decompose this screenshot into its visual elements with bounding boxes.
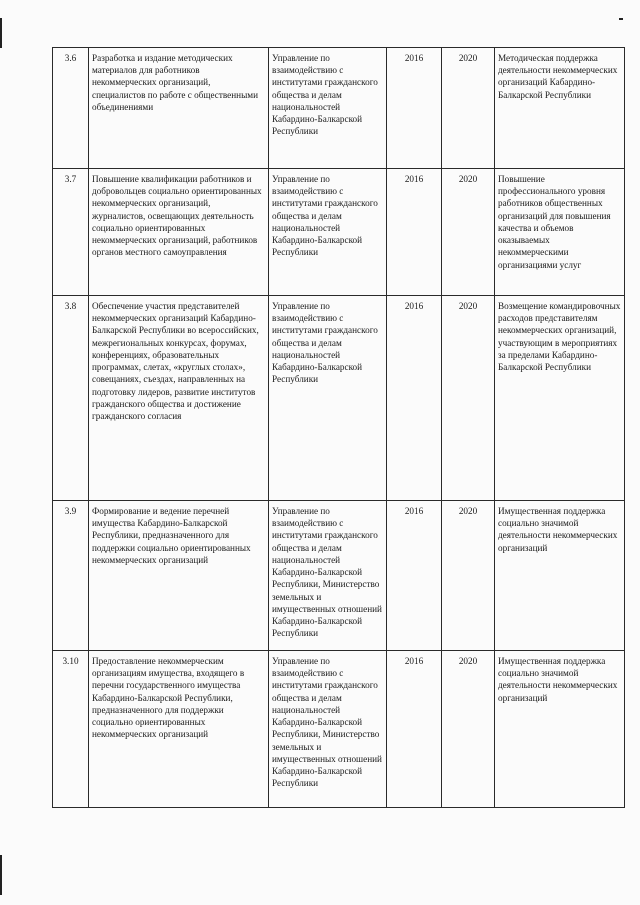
- row-number: 3.6: [53, 48, 89, 169]
- scan-edge-mark-top: [0, 18, 2, 48]
- start-year-cell: 2016: [387, 651, 442, 808]
- row-number: 3.8: [53, 296, 89, 501]
- table-row: [53, 48, 625, 169]
- result-cell: Имущественная поддержка социально значимой деятельности некоммерческих организаций: [495, 501, 625, 651]
- result-cell: Имущественная поддержка социально значимой деятельности некоммерческих организаций: [495, 651, 625, 808]
- activity-cell: Формирование и ведение перечней имущества Кабардино-Балкарской Республики, предназначенного для поддержки социально ориентированных некоммерческих организаций: [89, 501, 269, 651]
- table-row: [53, 296, 625, 501]
- end-year-cell: 2020: [442, 501, 495, 651]
- program-activities-table: [52, 47, 625, 808]
- row-number: 3.7: [53, 169, 89, 296]
- result-cell: Возмещение командировочных расходов представителям некоммерческих организаций, участвующим в мероприятиях за пределами Кабардино-Балкарской Республики: [495, 296, 625, 501]
- start-year-cell: 2016: [387, 48, 442, 169]
- end-year-cell: 2020: [442, 651, 495, 808]
- start-year-cell: 2016: [387, 501, 442, 651]
- activity-cell: Обеспечение участия представителей некоммерческих организаций Кабардино-Балкарской Республики во всероссийских, межрегиональных конкурсах, форумах, конференциях, образовательных программах, слетах, «круглых столах», совещаниях, съездах, направленных на подготовку лидеров, развитие институтов гражданского общества и достижение гражданского согласия: [89, 296, 269, 501]
- executor-cell: Управление по взаимодействию с институтами гражданского общества и делам национальностей Кабардино-Балкарской Республики, Министерство земельных и имущественных отношений Кабардино-Балкарской Республики: [269, 501, 387, 651]
- row-number: 3.9: [53, 501, 89, 651]
- activity-cell: Повышение квалификации работников и добровольцев социально ориентированных некоммерческих организаций, журналистов, освещающих деятельность социально ориентированных некоммерческих организаций, работников органов местного самоуправления: [89, 169, 269, 296]
- table-row: [53, 501, 625, 651]
- scan-edge-mark-bottom: [0, 855, 2, 895]
- end-year-cell: 2020: [442, 48, 495, 169]
- executor-cell: Управление по взаимодействию с институтами гражданского общества и делам национальностей Кабардино-Балкарской Республики, Министерство земельных и имущественных отношений Кабардино-Балкарской Республики: [269, 651, 387, 808]
- end-year-cell: 2020: [442, 169, 495, 296]
- table-row: [53, 651, 625, 808]
- start-year-cell: 2016: [387, 296, 442, 501]
- result-cell: Повышение профессионального уровня работников общественных организаций для повышения качества и объемов оказываемых некоммерческими организациями услуг: [495, 169, 625, 296]
- activity-cell: Предоставление некоммерческим организациям имущества, входящего в перечни государственного имущества Кабардино-Балкарской Республики, предназначенного для поддержки социально ориентированных некоммерческих организаций: [89, 651, 269, 808]
- executor-cell: Управление по взаимодействию с институтами гражданского общества и делам национальностей Кабардино-Балкарской Республики: [269, 48, 387, 169]
- table-row: [53, 169, 625, 296]
- start-year-cell: 2016: [387, 169, 442, 296]
- activity-cell: Разработка и издание методических материалов для работников некоммерческих организаций, специалистов по работе с общественными объединениями: [89, 48, 269, 169]
- row-number: 3.10: [53, 651, 89, 808]
- executor-cell: Управление по взаимодействию с институтами гражданского общества и делам национальностей Кабардино-Балкарской Республики: [269, 169, 387, 296]
- executor-cell: Управление по взаимодействию с институтами гражданского общества и делам национальностей Кабардино-Балкарской Республики: [269, 296, 387, 501]
- result-cell: Методическая поддержка деятельности некоммерческих организаций Кабардино-Балкарской Республики: [495, 48, 625, 169]
- end-year-cell: 2020: [442, 296, 495, 501]
- scan-speck: [619, 18, 623, 20]
